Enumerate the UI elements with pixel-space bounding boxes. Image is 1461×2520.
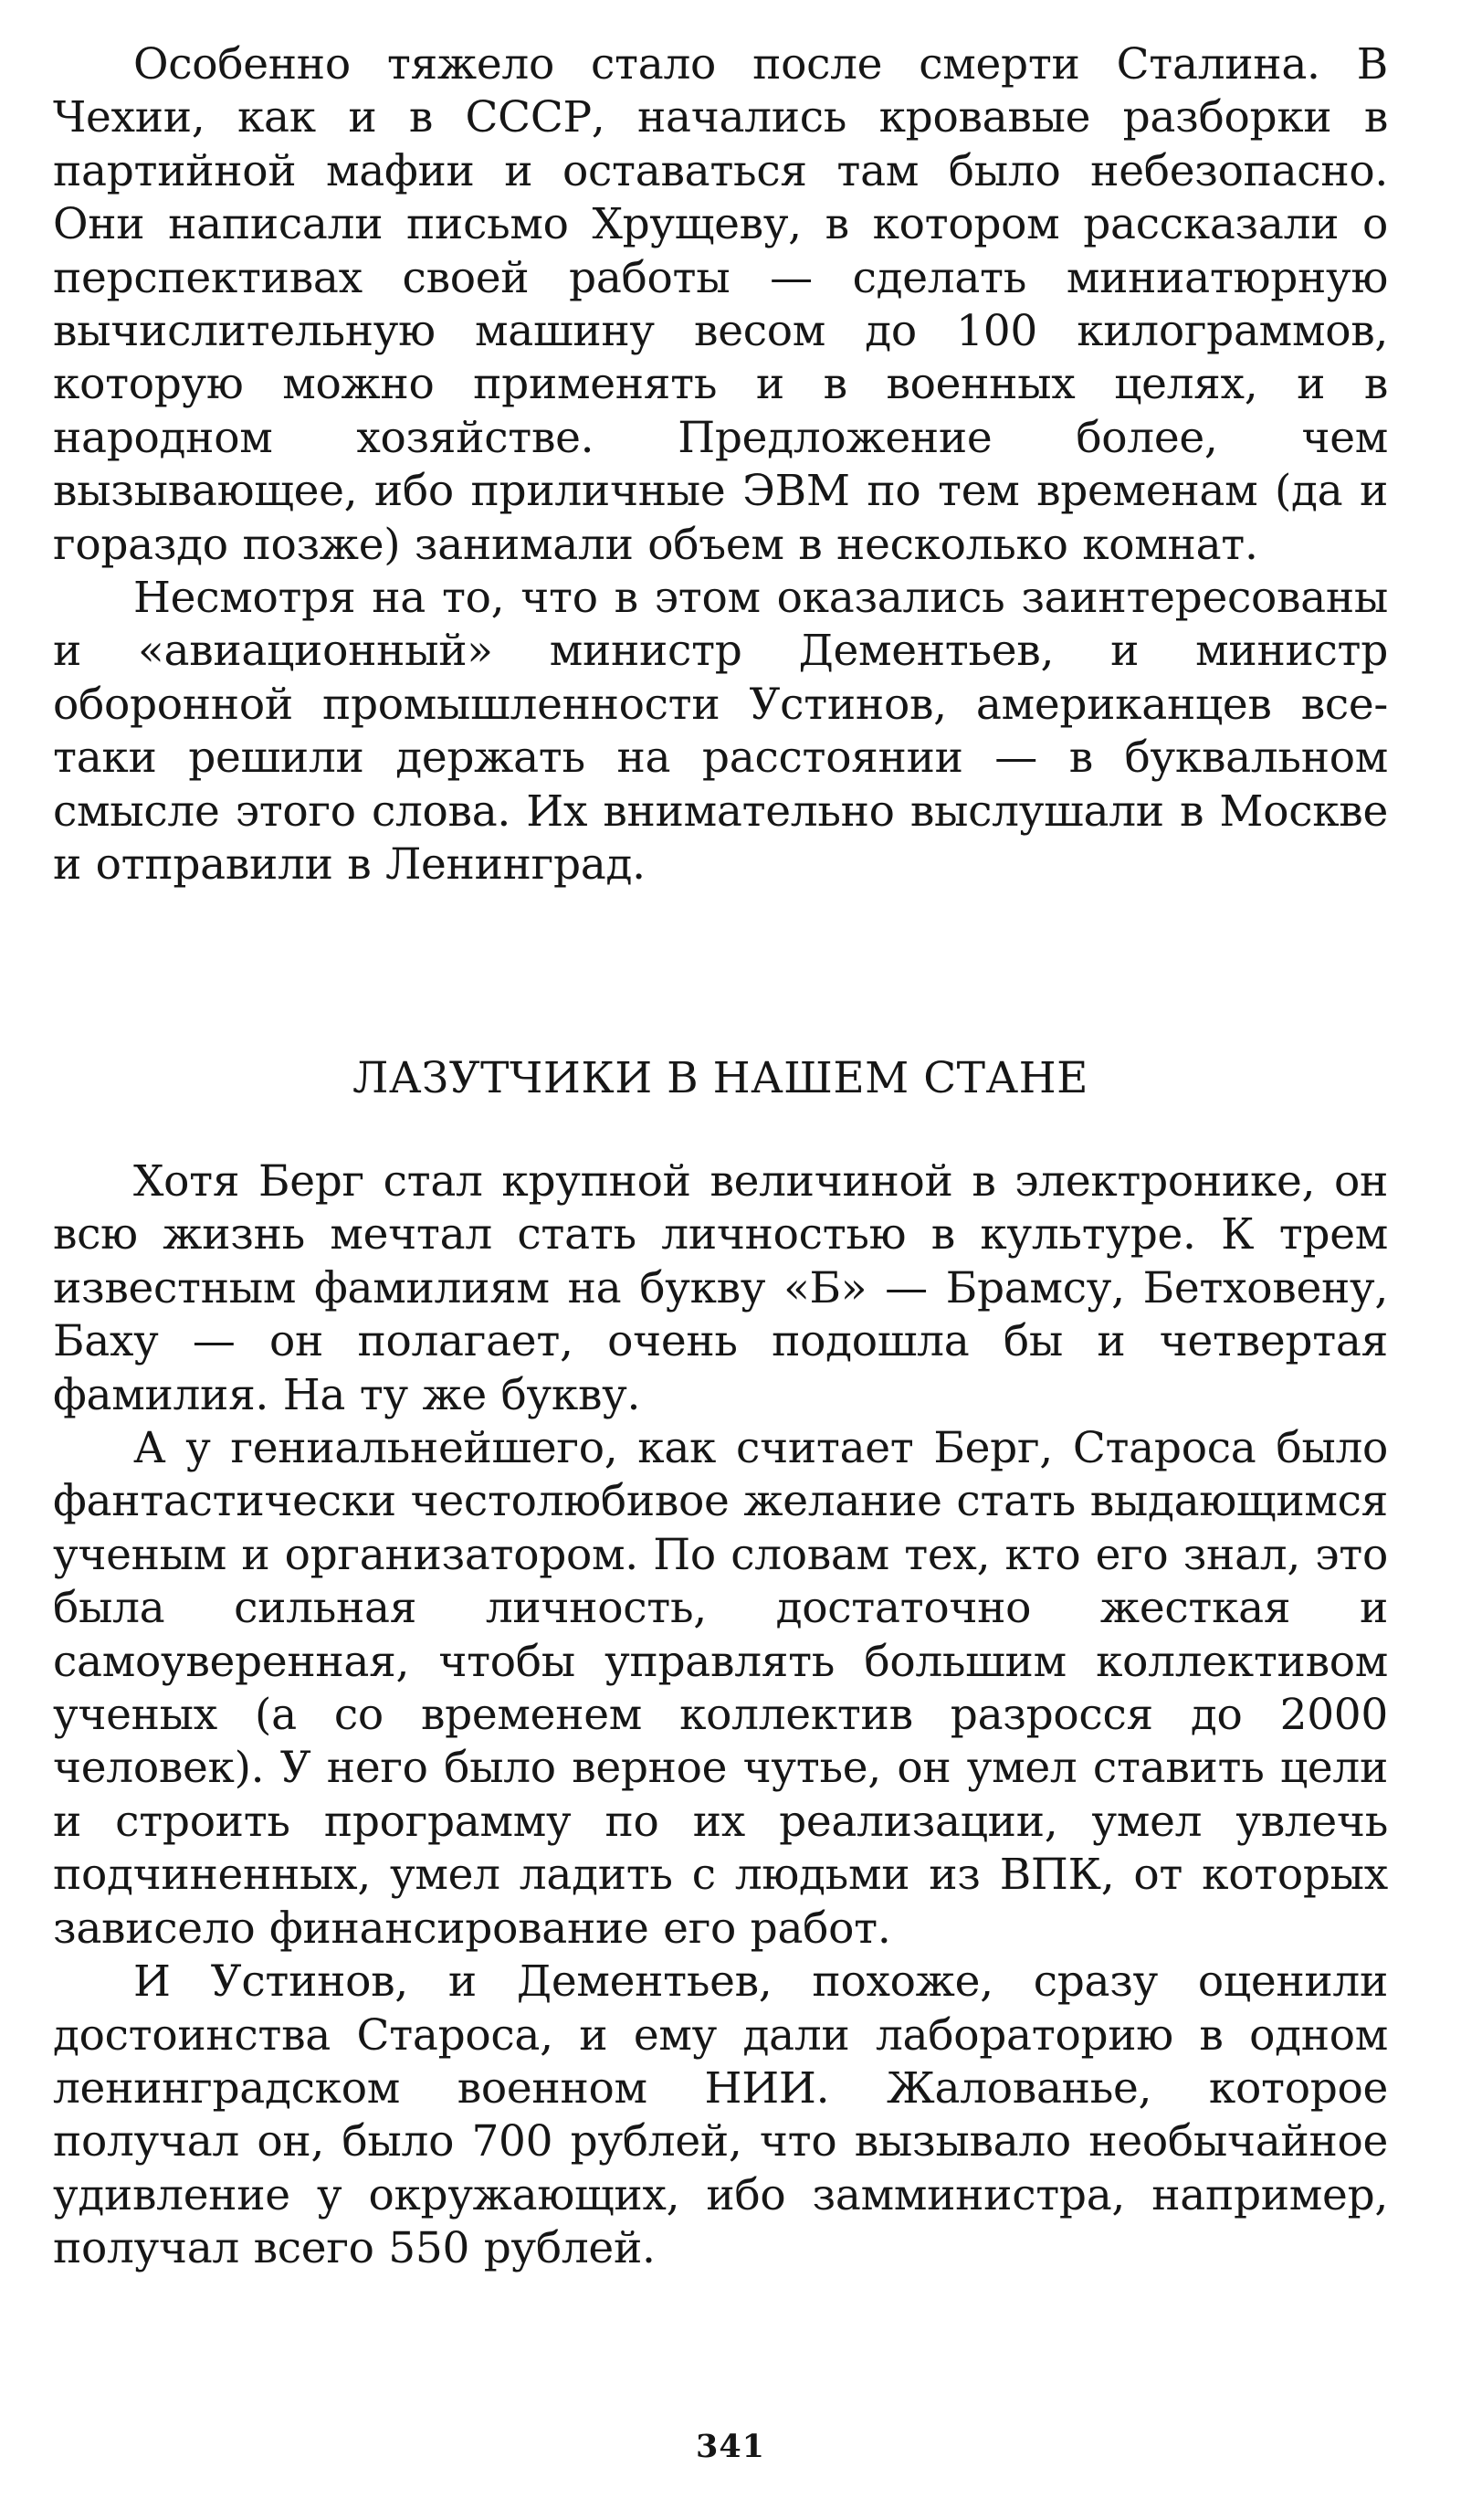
paragraph: И Устинов, и Дементьев, похоже, сразу оценили достоинства Староса, и ему дали лабораторию в одном ленинградском военном НИИ. Жалованье, которое получал он, было 700 рублей, что вызывало необычайное удивление у окружающих, ибо замминистра, например, получал всего 550 рублей. — [53, 1956, 1388, 2274]
paragraph: Особенно тяжело стало после смерти Сталина. В Чехии, как и в СССР, начались кровавые разборки в партийной мафии и оставаться там было небезопасно. Они написали письмо Хрущеву, в котором рассказали о перспективах своей работы — сделать миниатюрную вычислительную машину весом до 100 килограммов, которую можно применять и в военных целях, и в народном хозяйстве. Предложение более, чем вызывающее, ибо приличные ЭВМ по тем временам (да и гораздо позже) занимали объем в несколько комнат. — [53, 39, 1388, 570]
page-number: 341 — [695, 2428, 766, 2465]
paragraph: Несмотря на то, что в этом оказались заинтересованы и «авиационный» министр Дементьев, и министр оборонной промышленности Устинов, американцев все-таки решили держать на расстоянии — в буквальном смысле этого слова. Их внимательно выслушали в Москве и отправили в Ленинград. — [53, 573, 1388, 891]
section-heading: ЛАЗУТЧИКИ В НАШЕМ СТАНЕ — [352, 1053, 1088, 1103]
text-block-bottom — [53, 1155, 1388, 2276]
text-block-top — [53, 38, 1388, 892]
paragraph: А у гениальнейшего, как считает Берг, Староса было фантастически честолюбивое желание стать выдающимся ученым и организатором. По словам тех, кто его знал, это была сильная личность, достаточно жесткая и самоуверенная, чтобы управлять большим коллективом ученых (а со временем коллектив разросся до 2000 человек). У него было верное чутье, он умел ставить цели и строить программу по их реализации, умел увлечь подчиненных, умел ладить с людьми из ВПК, от которых зависело финансирование его работ. — [53, 1423, 1388, 1954]
paragraph: Хотя Берг стал крупной величиной в электронике, он всю жизнь мечтал стать личностью в культуре. К трем известным фамилиям на букву «Б» — Брамсу, Бетховену, Баху — он полагает, очень подошла бы и четвертая фамилия. На ту же букву. — [53, 1156, 1388, 1420]
